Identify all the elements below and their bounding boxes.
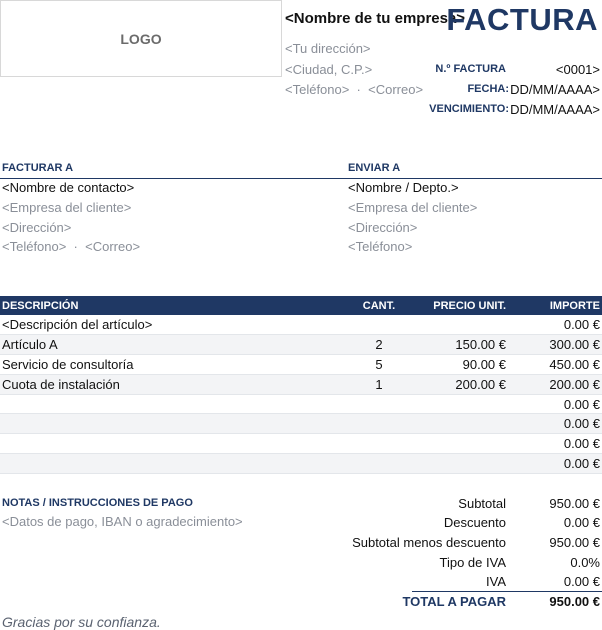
grand-total-rule	[412, 591, 602, 592]
tax-rate-label: Tipo de IVA	[439, 555, 506, 570]
item-amount: 0.00 €	[512, 434, 602, 454]
table-row	[0, 454, 602, 474]
item-quantity	[346, 315, 412, 335]
item-quantity: 5	[346, 355, 412, 375]
ship-to-address: <Dirección>	[348, 220, 418, 235]
item-unit-price: 90.00 €	[412, 355, 512, 375]
item-quantity	[346, 414, 412, 434]
ship-to-name: <Nombre / Depto.>	[348, 180, 459, 195]
item-unit-price: 150.00 €	[412, 335, 512, 355]
table-row	[0, 434, 602, 454]
item-quantity	[346, 434, 412, 454]
subtotal-less-discount-value: 950.00 €	[549, 535, 600, 550]
item-unit-price	[412, 414, 512, 434]
table-row	[0, 374, 602, 394]
column-header-quantity: CANT.	[346, 296, 412, 315]
logo-text: LOGO	[120, 30, 162, 47]
grand-total-value: 950.00 €	[549, 594, 600, 609]
item-description	[0, 414, 346, 434]
item-description: <Descripción del artículo>	[0, 315, 346, 335]
bill-to-phone-email: <Teléfono> · <Correo>	[2, 239, 141, 254]
item-unit-price	[412, 434, 512, 454]
table-row	[0, 335, 602, 355]
notes-heading: NOTAS / INSTRUCCIONES DE PAGO	[2, 497, 193, 509]
item-amount: 450.00 €	[512, 355, 602, 375]
company-phone-email: <Teléfono> · <Correo>	[285, 82, 424, 97]
date-label: FECHA:	[467, 83, 509, 95]
column-header-unit-price: PRECIO UNIT.	[412, 296, 512, 315]
bill-to-company: <Empresa del cliente>	[2, 200, 132, 215]
column-header-description: DESCRIPCIÓN	[0, 296, 346, 315]
grand-total-label: TOTAL A PAGAR	[402, 594, 506, 609]
company-city: <Ciudad, C.P.>	[285, 62, 373, 77]
item-description: Artículo A	[0, 335, 346, 355]
tax-value: 0.00 €	[563, 574, 600, 589]
item-quantity: 1	[346, 374, 412, 394]
item-description	[0, 394, 346, 414]
item-quantity: 2	[346, 335, 412, 355]
bill-to-contact: <Nombre de contacto>	[2, 180, 135, 195]
item-amount: 0.00 €	[512, 315, 602, 335]
table-row	[0, 394, 602, 414]
item-description	[0, 454, 346, 474]
line-items-table	[0, 296, 602, 474]
table-header-row	[0, 296, 602, 315]
item-description: Cuota de instalación	[0, 374, 346, 394]
item-quantity	[346, 454, 412, 474]
due-date-label: VENCIMIENTO:	[429, 103, 509, 115]
company-name: <Nombre de tu empresa>	[285, 10, 466, 27]
ship-to-phone: <Teléfono>	[348, 239, 413, 254]
bill-to-address: <Dirección>	[2, 220, 72, 235]
due-date-value: DD/MM/AAAA>	[510, 102, 600, 117]
item-unit-price	[412, 454, 512, 474]
item-quantity	[346, 394, 412, 414]
item-description: Servicio de consultoría	[0, 355, 346, 375]
item-description	[0, 434, 346, 454]
item-amount: 0.00 €	[512, 394, 602, 414]
item-unit-price: 200.00 €	[412, 374, 512, 394]
table-row	[0, 315, 602, 335]
item-amount: 300.00 €	[512, 335, 602, 355]
thank-you-note: Gracias por su confianza.	[2, 614, 161, 630]
notes-text: <Datos de pago, IBAN o agradecimiento>	[2, 514, 243, 529]
date-value: DD/MM/AAAA>	[510, 82, 600, 97]
subtotal-less-discount-label: Subtotal menos descuento	[352, 535, 506, 550]
item-amount: 0.00 €	[512, 454, 602, 474]
ship-to-company: <Empresa del cliente>	[348, 200, 478, 215]
invoice-title: FACTURA	[446, 2, 598, 37]
company-address: <Tu dirección>	[285, 41, 371, 56]
subtotal-label: Subtotal	[458, 496, 506, 511]
logo-placeholder	[0, 0, 282, 77]
discount-label: Descuento	[443, 515, 506, 530]
table-row	[0, 414, 602, 434]
column-header-amount: IMPORTE	[512, 296, 602, 315]
party-divider	[0, 178, 602, 179]
invoice-number-label: N.º FACTURA	[435, 63, 506, 75]
item-unit-price	[412, 315, 512, 335]
ship-to-heading: ENVIAR A	[348, 162, 401, 174]
tax-rate-value: 0.0%	[570, 555, 600, 570]
item-amount: 0.00 €	[512, 414, 602, 434]
discount-value: 0.00 €	[563, 515, 600, 530]
subtotal-value: 950.00 €	[549, 496, 600, 511]
bill-to-heading: FACTURAR A	[2, 162, 74, 174]
invoice-number-value: <0001>	[555, 62, 600, 77]
item-unit-price	[412, 394, 512, 414]
table-row	[0, 355, 602, 375]
tax-label: IVA	[486, 574, 506, 589]
item-amount: 200.00 €	[512, 374, 602, 394]
